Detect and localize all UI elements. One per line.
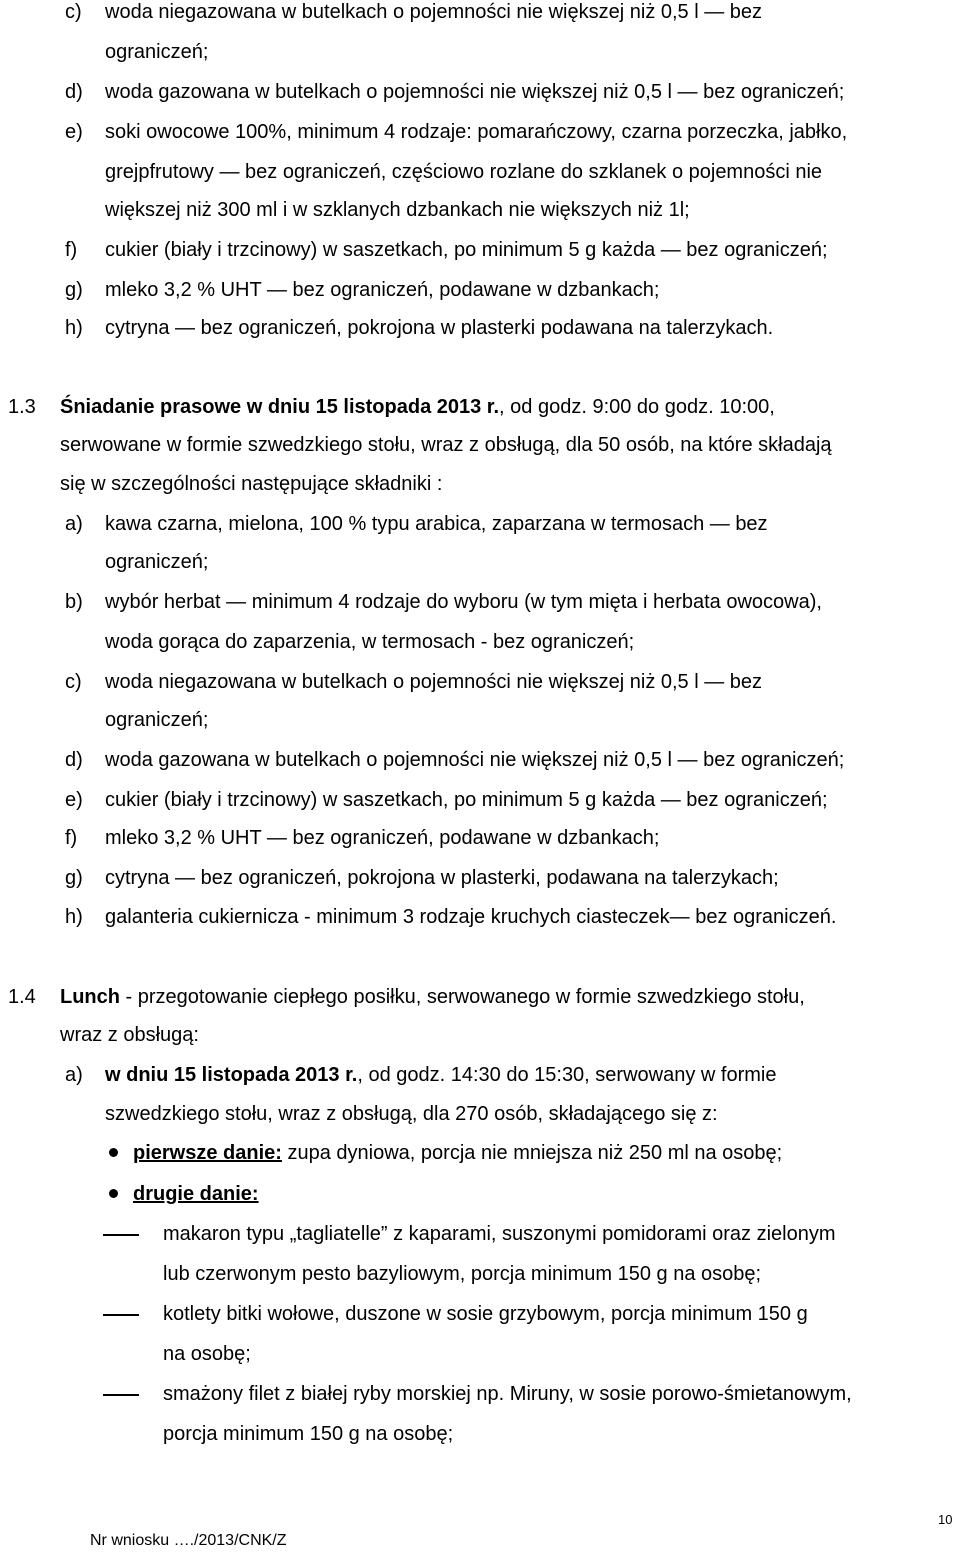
list-label: c) [65, 1, 82, 23]
list-item-text: cukier (biały i trzcinowy) w saszetkach, po minimum 5 g każda — bez ograniczeń; [105, 239, 828, 261]
page-number: 10 [938, 1512, 953, 1527]
list-item-text: kawa czarna, mielona, 100 % typu arabica, zaparzana w termosach — bez [105, 513, 768, 535]
list-item-text: cytryna — bez ograniczeń, pokrojona w plasterki, podawana na talerzykach; [105, 867, 779, 889]
list-label: h) [65, 906, 83, 928]
list-label: a) [65, 513, 83, 535]
dish-text: kotlety bitki wołowe, duszone w sosie grzybowym, porcja minimum 150 g [163, 1303, 808, 1325]
section-title-bold: Lunch [60, 986, 120, 1008]
course-label: drugie danie: [133, 1183, 259, 1205]
list-item-text: woda niegazowana w butelkach o pojemności nie większej niż 0,5 l — bez [105, 671, 763, 693]
paragraph-line: się w szczególności następujące składniki : [60, 473, 443, 495]
date-bold: w dniu 15 listopada 2013 r. [105, 1064, 358, 1086]
list-label: e) [65, 121, 83, 143]
list-item-text: ograniczeń; [105, 41, 209, 63]
list-label: a) [65, 1064, 83, 1086]
text-run: woda niegazowana w butelkach o pojemności nie większej niż 0,5 l — bez [105, 1, 763, 23]
section-title-rest: - przegotowanie ciepłego posiłku, serwowanego w formie szwedzkiego stołu, [120, 986, 805, 1008]
course-item [133, 1182, 259, 1206]
list-item-text [105, 0, 955, 24]
section-number: 1.4 [8, 986, 36, 1008]
dash-icon [103, 1394, 139, 1396]
list-label: c) [65, 671, 82, 693]
list-item-text: mleko 3,2 % UHT — bez ograniczeń, podawane w dzbankach; [105, 827, 660, 849]
section-title-rest: , od godz. 9:00 do godz. 10:00, [499, 396, 775, 418]
list-label: d) [65, 749, 83, 771]
paragraph-line: serwowane w formie szwedzkiego stołu, wraz z obsługą, dla 50 osób, na które składają [60, 434, 832, 456]
list-label: f) [65, 239, 78, 261]
dish-text: porcja minimum 150 g na osobę; [163, 1423, 454, 1445]
section-title [60, 395, 775, 419]
footer-reference: Nr wniosku …./2013/CNK/Z [90, 1532, 287, 1549]
dish-text: makaron typu „tagliatelle” z kaparami, suszonymi pomidorami oraz zielonym [163, 1223, 836, 1245]
list-item-text: woda gazowana w butelkach o pojemności nie większej niż 0,5 l — bez ograniczeń; [105, 749, 845, 771]
list-item-text: wybór herbat — minimum 4 rodzaje do wyboru (w tym mięta i herbata owocowa), [105, 591, 822, 613]
list-label: h) [65, 317, 83, 339]
dash-icon [103, 1234, 139, 1236]
list-item-text: mleko 3,2 % UHT — bez ograniczeń, podawane w dzbankach; [105, 279, 660, 301]
list-item-text: cukier (biały i trzcinowy) w saszetkach, po minimum 5 g każda — bez ograniczeń; [105, 789, 828, 811]
list-item-text: ograniczeń; [105, 709, 209, 731]
list-item-text: cytryna — bez ograniczeń, pokrojona w plasterki podawana na talerzykach. [105, 317, 774, 339]
dish-text: lub czerwonym pesto bazyliowym, porcja minimum 150 g na osobę; [163, 1263, 762, 1285]
list-item-text: soki owocowe 100%, minimum 4 rodzaje: pomarańczowy, czarna porzeczka, jabłko, [105, 121, 848, 143]
list-item-text: grejpfrutowy — bez ograniczeń, częściowo rozlane do szklanek o pojemności nie [105, 161, 823, 183]
section-title-bold: Śniadanie prasowe w dniu 15 listopada 2013 r. [60, 396, 500, 418]
list-item-text: szwedzkiego stołu, wraz z obsługą, dla 270 osób, składającego się z: [105, 1103, 718, 1125]
list-label: g) [65, 279, 83, 301]
list-label: b) [65, 591, 83, 613]
dash-icon [103, 1314, 139, 1316]
course-text: zupa dyniowa, porcja nie mniejsza niż 250 ml na osobę; [281, 1142, 783, 1164]
list-item-text: woda gazowana w butelkach o pojemności nie większej niż 0,5 l — bez ograniczeń; [105, 81, 845, 103]
list-label: d) [65, 81, 83, 103]
bullet-icon [109, 1148, 118, 1157]
list-item-text: woda gorąca do zaparzenia, w termosach - bez ograniczeń; [105, 631, 635, 653]
list-item-text: ograniczeń; [105, 551, 209, 573]
list-label: e) [65, 789, 83, 811]
dish-text: na osobę; [163, 1343, 251, 1365]
paragraph-line: wraz z obsługą: [60, 1024, 199, 1046]
text-run: , od godz. 14:30 do 15:30, serwowany w formie [357, 1064, 777, 1086]
list-label: g) [65, 867, 83, 889]
list-item-text [105, 1063, 776, 1087]
course-label: pierwsze danie: [133, 1142, 282, 1164]
dish-text: smażony filet z białej ryby morskiej np. Miruny, w sosie porowo-śmietanowym, [163, 1383, 852, 1405]
section-number: 1.3 [8, 396, 36, 418]
list-item-text: większej niż 300 ml i w szklanych dzbankach nie większych niż 1l; [105, 199, 690, 221]
course-item [133, 1141, 782, 1165]
list-label: f) [65, 827, 78, 849]
section-title [60, 985, 805, 1009]
list-item-text: galanteria cukiernicza - minimum 3 rodzaje kruchych ciasteczek— bez ograniczeń. [105, 906, 837, 928]
bullet-icon [109, 1189, 118, 1198]
